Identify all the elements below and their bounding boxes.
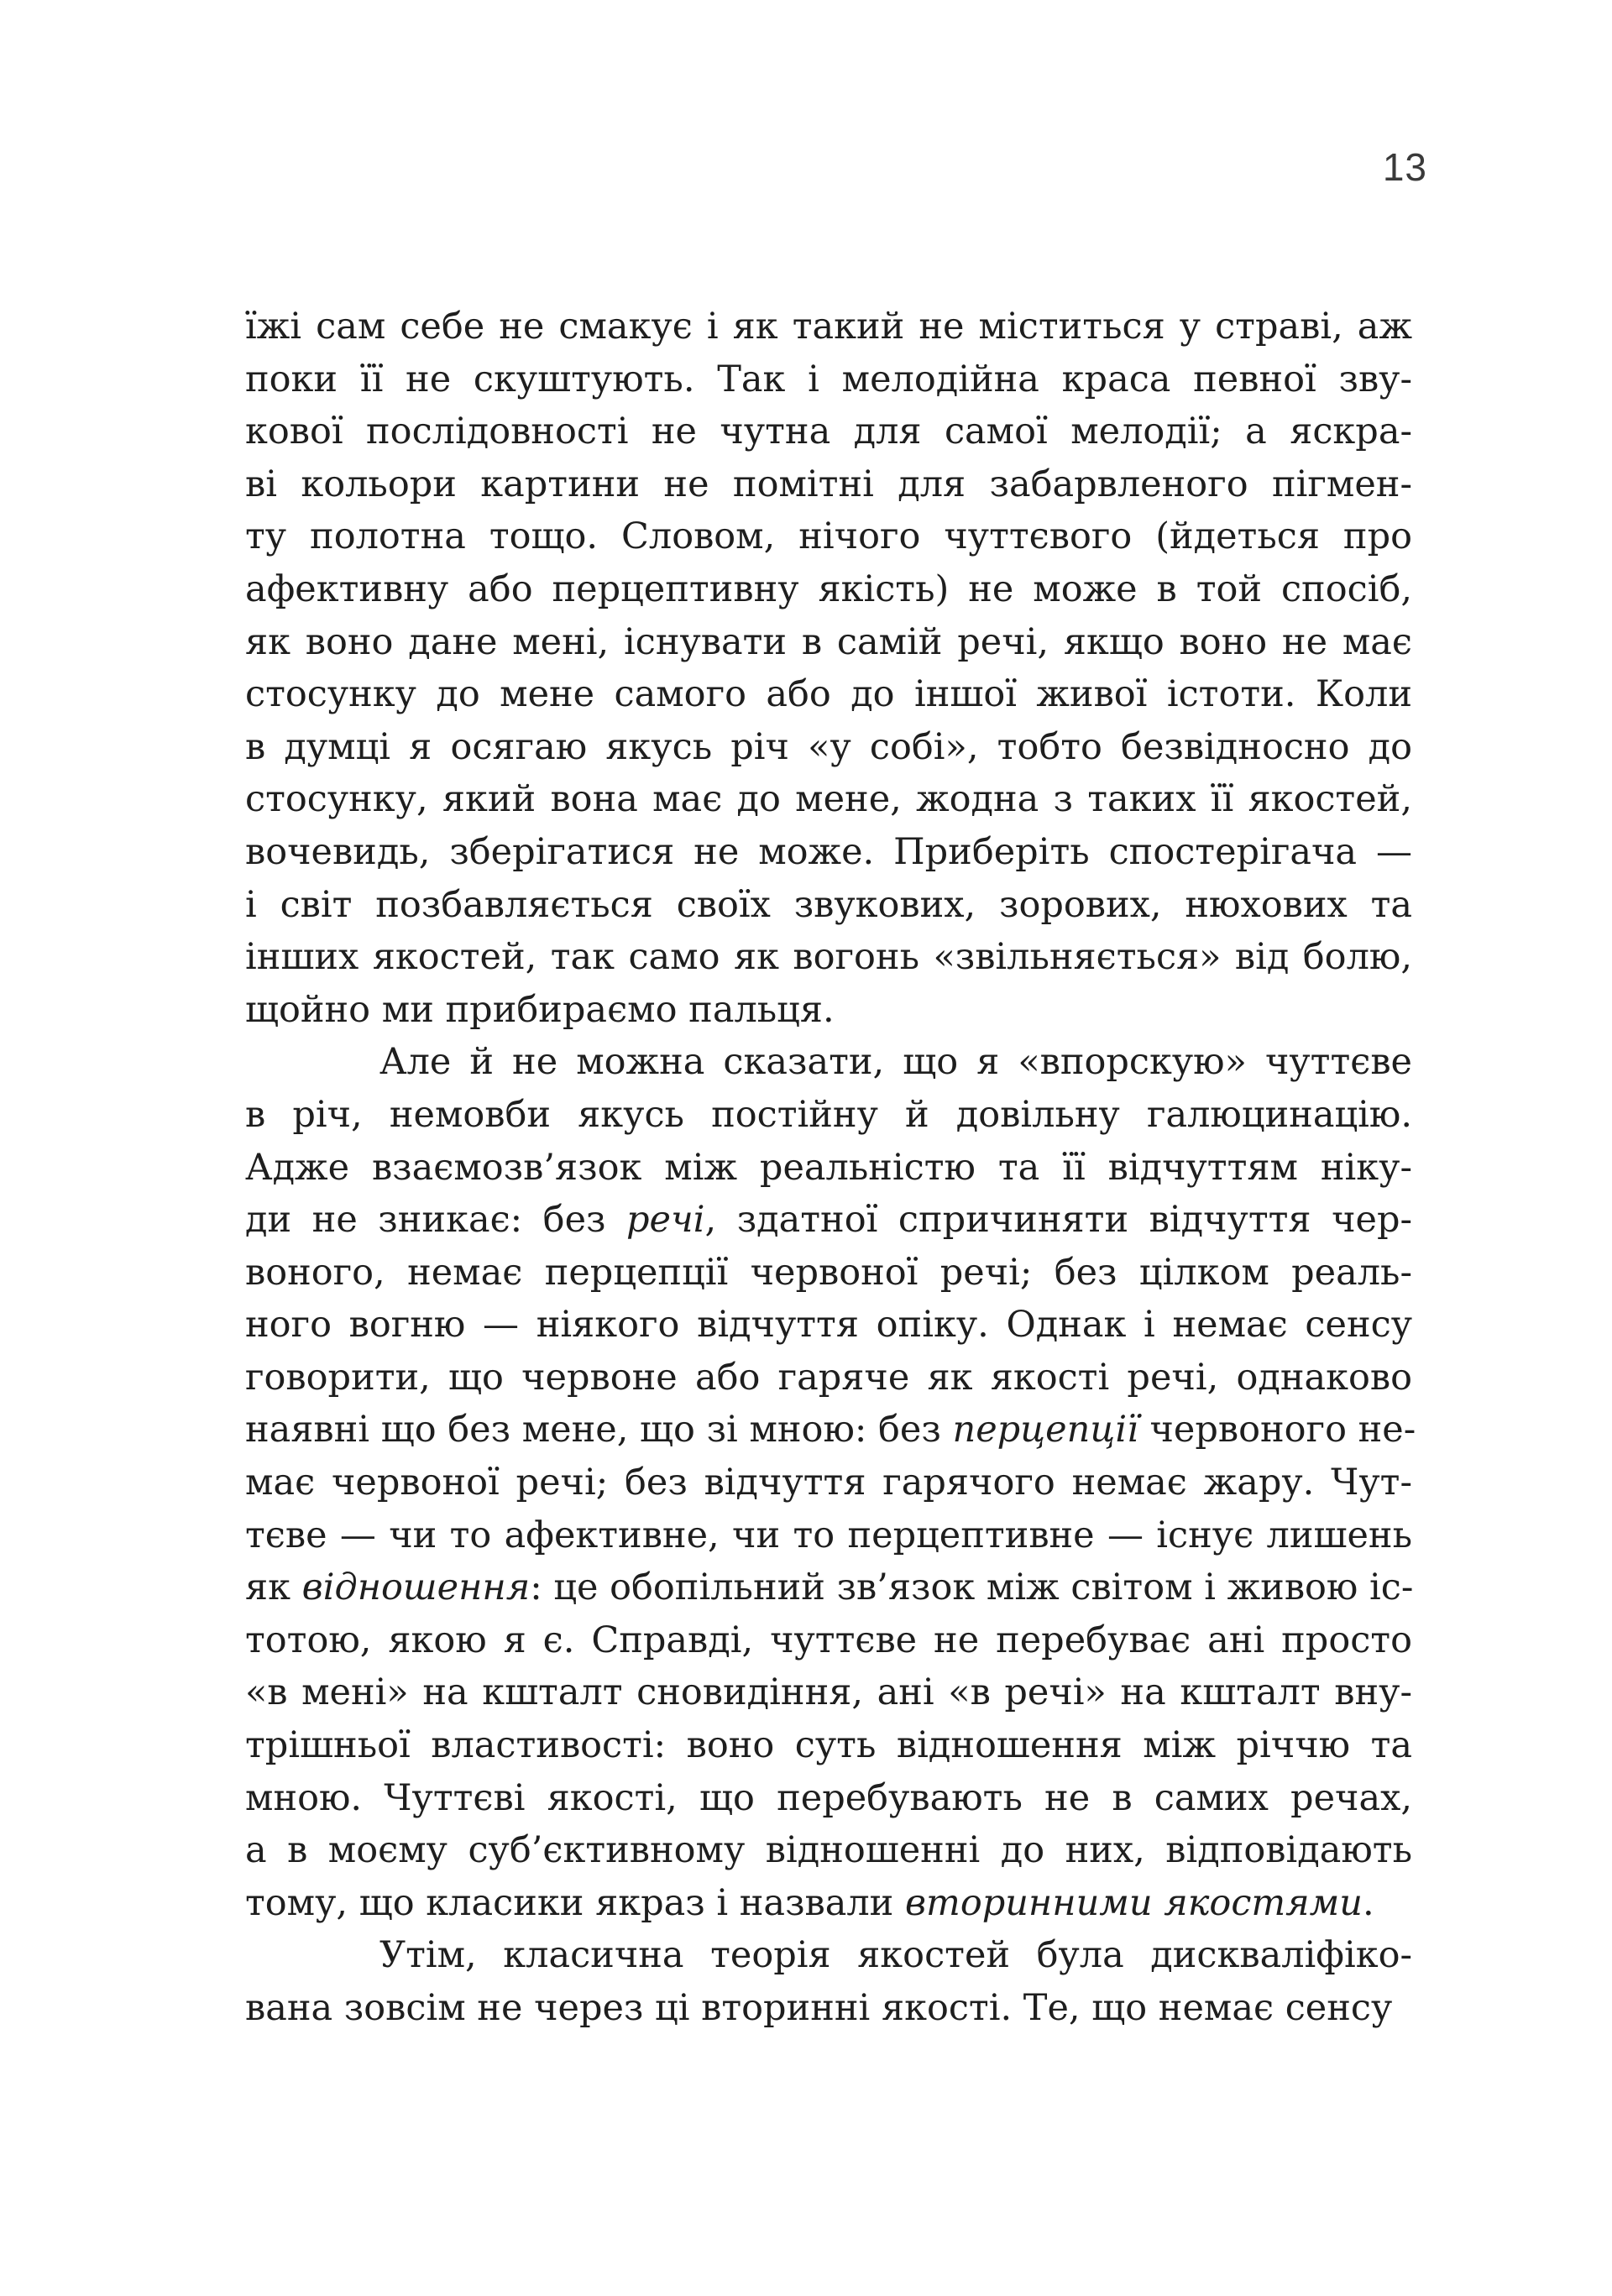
text-segment: щойно ми прибираємо пальця. xyxy=(245,988,835,1031)
text-line xyxy=(245,1247,1412,1300)
text-line xyxy=(245,984,1412,1037)
text-segment: як xyxy=(245,1566,302,1609)
text-segment: а в моєму суб’єктивному відношенні до них, відповідають xyxy=(245,1829,1412,1872)
text-segment: вочевидь, зберігатися не може. Приберіть спостерігача — xyxy=(245,830,1412,873)
text-segment: афективну або перцептивну якість) не може в той спосіб, xyxy=(245,567,1412,610)
text-line xyxy=(245,1982,1412,2035)
text-line xyxy=(245,1457,1412,1509)
text-segment: як воно дане мені, існувати в самій речі, якщо воно не має xyxy=(245,620,1412,663)
text-segment: Утім, класична теорія якостей була дискваліфіко- xyxy=(379,1934,1412,1977)
italic-text: перцепції xyxy=(952,1409,1138,1451)
text-line xyxy=(245,1404,1416,1457)
italic-text: вторинними якостями xyxy=(905,1881,1363,1924)
text-line xyxy=(245,458,1412,511)
text-segment: , здатної спричиняти відчуття чер- xyxy=(704,1199,1412,1242)
text-segment: тому, що класики якраз і назвали xyxy=(245,1881,906,1924)
text-line xyxy=(245,1142,1412,1195)
text-segment: ту полотна тощо. Словом, нічого чуттєвого (йдеться про xyxy=(245,515,1412,558)
text-line xyxy=(245,353,1412,406)
text-line xyxy=(245,301,1412,353)
text-segment: червоного не- xyxy=(1138,1409,1416,1451)
text-line xyxy=(245,405,1412,458)
text-line xyxy=(245,668,1412,721)
text-segment: ного вогню — ніякого відчуття опіку. Однак і немає сенсу xyxy=(245,1304,1412,1347)
text-segment: Адже взаємозв’язок між реальністю та її відчуттям ніку- xyxy=(245,1146,1412,1189)
text-segment: в річ, немовби якусь постійну й довільну галюцинацію. xyxy=(245,1093,1412,1136)
text-segment: стосунку до мене самого або до іншої живої істоти. Коли xyxy=(245,673,1412,716)
text-segment: говорити, що червоне або гаряче як якості речі, однаково xyxy=(245,1356,1412,1399)
text-line xyxy=(245,1929,1412,1982)
text-segment: ві кольори картини не помітні для забарвленого пігмен- xyxy=(245,463,1412,505)
text-segment: вана зовсім не через ці вторинні якості. Те, що немає сенсу xyxy=(245,1987,1393,2029)
text-segment: тєве — чи то афективне, чи то перцептивне — існує лишень xyxy=(245,1514,1412,1556)
paragraph xyxy=(245,301,1412,1036)
text-line xyxy=(245,1561,1412,1614)
text-line xyxy=(245,1824,1412,1877)
text-line xyxy=(245,1089,1412,1142)
text-segment: має червоної речі; без відчуття гарячого немає жару. Чут- xyxy=(245,1462,1412,1504)
text-line xyxy=(245,721,1412,774)
text-line xyxy=(245,1509,1412,1562)
text-segment: в думці я осягаю якусь річ «у собі», тобто безвідносно до xyxy=(245,725,1412,768)
text-segment: стосунку, який вона має до мене, жодна з таких її якостей, xyxy=(245,778,1412,821)
text-line xyxy=(245,1772,1412,1825)
paragraph xyxy=(245,1929,1412,2034)
text-segment: трішньої властивості: воно суть відношення між річчю та xyxy=(245,1724,1412,1767)
text-segment: мною. Чуттєві якості, що перебувають не в самих речах, xyxy=(245,1776,1412,1819)
text-segment: : це обопільний зв’язок між світом і живою іс- xyxy=(530,1566,1414,1609)
text-segment: тотою, якою я є. Справді, чуттєве не перебуває ані просто xyxy=(245,1619,1412,1661)
text-line xyxy=(245,510,1412,563)
text-line xyxy=(245,1719,1412,1772)
text-line xyxy=(245,1666,1412,1719)
text-line xyxy=(245,616,1412,669)
text-line xyxy=(245,563,1412,616)
italic-text: речі xyxy=(626,1199,705,1242)
text-segment: кової послідовності не чутна для самої мелодії; а яскра- xyxy=(245,411,1412,453)
text-segment: . xyxy=(1363,1881,1374,1924)
paragraph xyxy=(245,1036,1416,1929)
text-segment: поки її не скуштують. Так і мелодійна краса певної зву- xyxy=(245,358,1412,400)
text-segment: і світ позбавляється своїх звукових, зорових, нюхових та xyxy=(245,883,1412,926)
text-line xyxy=(245,1299,1412,1352)
text-line xyxy=(245,773,1412,826)
text-segment: інших якостей, так само як вогонь «звільняється» від болю, xyxy=(245,936,1412,979)
page-number: 13 xyxy=(1382,145,1427,189)
text-line xyxy=(245,1614,1412,1667)
text-segment: Але й не можна сказати, що я «впорскую» чуттєве xyxy=(379,1041,1412,1084)
text-line xyxy=(245,1352,1412,1404)
text-segment: їжі сам себе не смакує і як такий не міститься у страві, аж xyxy=(245,306,1412,348)
text-line xyxy=(245,826,1412,879)
text-line xyxy=(245,879,1412,932)
body-text xyxy=(245,301,1416,2035)
text-segment: «в мені» на кшталт сновидіння, ані «в речі» на кшталт вну- xyxy=(245,1671,1412,1714)
text-segment: наявні що без мене, що зі мною: без xyxy=(245,1409,953,1451)
text-line xyxy=(245,1036,1412,1089)
italic-text: відношення xyxy=(301,1566,531,1609)
text-line xyxy=(245,1194,1412,1247)
text-segment: воного, немає перцепції червоної речі; без цілком реаль- xyxy=(245,1251,1412,1294)
text-line xyxy=(245,1877,1412,1930)
text-line xyxy=(245,931,1412,984)
text-segment: ди не зникає: без xyxy=(245,1199,627,1242)
